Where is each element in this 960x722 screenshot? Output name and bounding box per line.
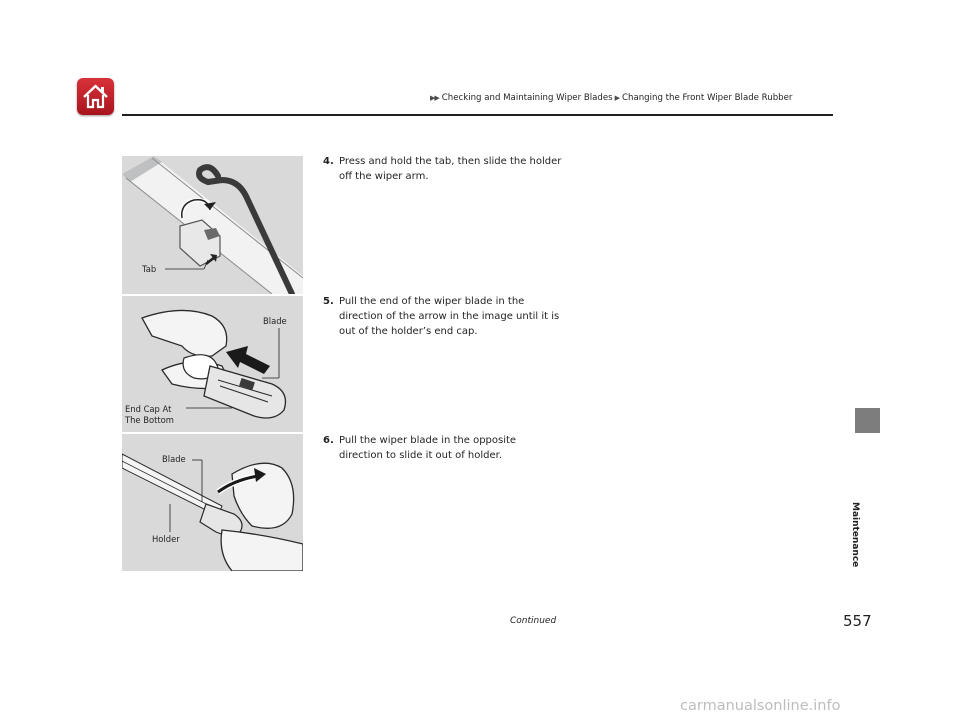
figure-wiper-arm-tab xyxy=(122,156,303,294)
end-cap-label-line2: The Bottom xyxy=(125,415,174,425)
step-text: Pull the end of the wiper blade in the direction of the arrow in the image until it is out of the holder’s end cap. xyxy=(339,296,560,337)
double-arrow-icon: ▶▶ xyxy=(430,94,439,102)
continued-note: Continued xyxy=(510,616,557,626)
blade-label-fig2: Blade xyxy=(263,316,287,326)
section-label-text: Maintenance xyxy=(850,502,860,568)
end-cap-label-line1: End Cap At xyxy=(125,404,172,414)
step-text: Pull the wiper blade in the opposite direction to slide it out of holder. xyxy=(339,435,517,461)
step-number: 6. xyxy=(323,435,334,446)
step-number: 4. xyxy=(323,156,334,167)
blade-label-fig3: Blade xyxy=(162,454,186,464)
header-divider xyxy=(122,114,833,116)
figure-slide-blade-out xyxy=(122,434,303,571)
section-tab[interactable] xyxy=(855,408,880,433)
tab-label: Tab xyxy=(142,264,157,274)
watermark: carmanualsonline.info xyxy=(680,698,841,714)
arrow-right-icon: ▶ xyxy=(614,94,621,102)
step-text: Press and hold the tab, then slide the holder off the wiper arm. xyxy=(339,156,562,182)
step-6 xyxy=(323,433,563,463)
step-4 xyxy=(323,154,563,184)
home-icon xyxy=(77,78,114,115)
figure-blade-end-cap xyxy=(122,296,303,432)
step-5 xyxy=(323,294,563,339)
step-number: 5. xyxy=(323,296,334,307)
section-label xyxy=(850,440,880,568)
page-number: 557 xyxy=(843,612,872,630)
breadcrumb xyxy=(430,93,792,103)
breadcrumb-item-front-blade-rubber[interactable]: Changing the Front Wiper Blade Rubber xyxy=(622,93,793,103)
holder-label: Holder xyxy=(152,534,180,544)
breadcrumb-item-wiper-blades[interactable]: Checking and Maintaining Wiper Blades xyxy=(441,93,613,103)
home-button[interactable] xyxy=(77,78,114,115)
